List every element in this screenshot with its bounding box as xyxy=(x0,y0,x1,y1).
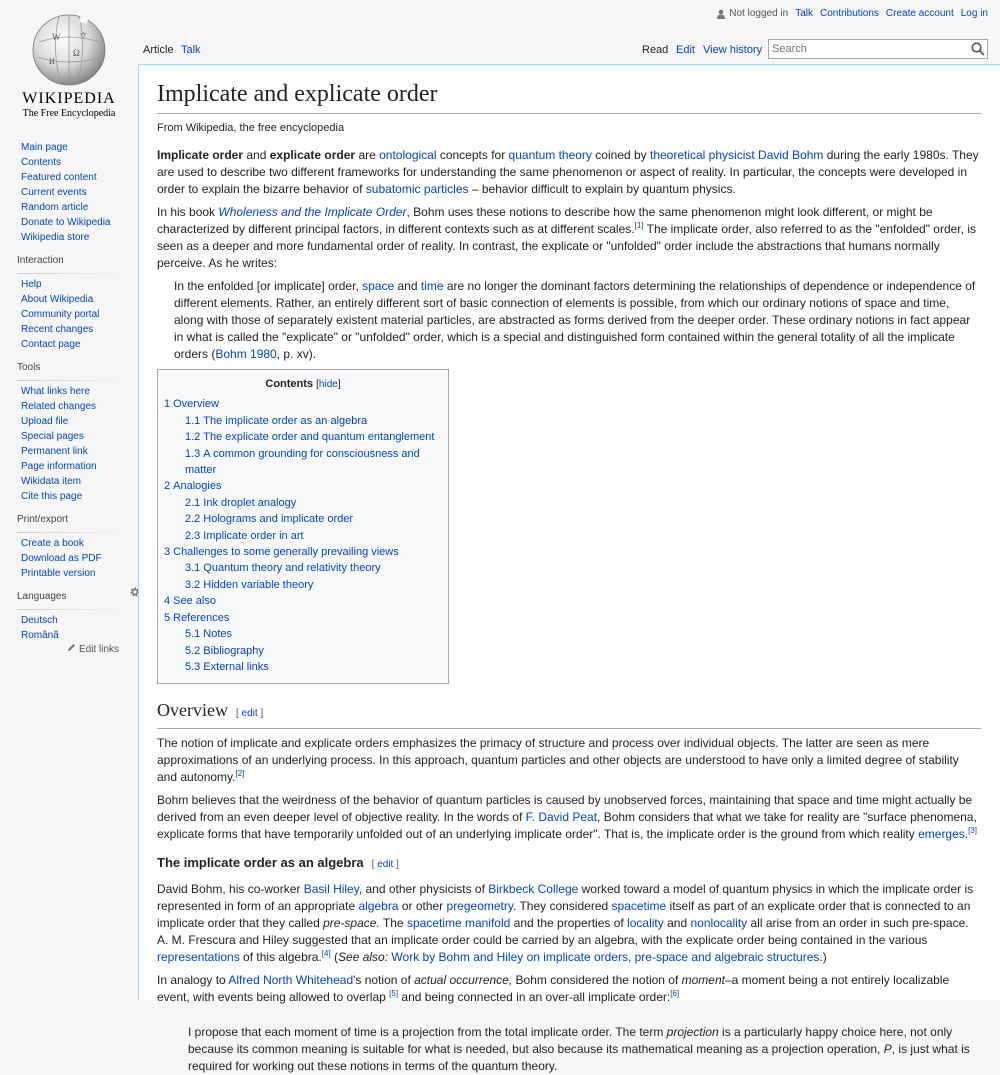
text-run: In analogy to xyxy=(157,973,229,988)
italic-text: pre-space. xyxy=(323,916,380,931)
svg-text:И: И xyxy=(49,57,55,66)
tab-read[interactable]: Read xyxy=(642,44,669,56)
toc-hide-link[interactable]: hide xyxy=(318,379,338,390)
wiki-link[interactable]: pregeometry xyxy=(446,899,513,914)
table-of-contents xyxy=(157,369,449,684)
section-title: Overview xyxy=(157,700,228,721)
toc-label: Implicate order in art xyxy=(203,529,304,542)
sidebar-item-random-article[interactable]: Random article xyxy=(21,202,89,213)
sidebar-item-cite-this-page[interactable]: Cite this page xyxy=(21,491,83,502)
section-title: The implicate order as an algebra xyxy=(157,855,364,871)
sidebar-item-community-portal[interactable]: Community portal xyxy=(21,309,100,320)
toc-link[interactable] xyxy=(185,513,353,525)
sidebar-item-help[interactable]: Help xyxy=(21,279,42,290)
paragraph xyxy=(157,204,981,272)
toc-link[interactable] xyxy=(185,415,367,427)
section-heading-algebra xyxy=(157,853,981,875)
text-run: of this algebra. xyxy=(239,950,322,965)
sidebar-item-contact[interactable]: Contact page xyxy=(21,339,81,350)
sidebar-interaction xyxy=(17,251,138,352)
sidebar-item-donate[interactable]: Donate to Wikipedia xyxy=(21,217,111,228)
pencil-icon xyxy=(67,643,76,652)
toc-number: 5.2 xyxy=(185,644,201,657)
toc-number: 2.2 xyxy=(185,513,201,526)
toc-link[interactable] xyxy=(185,448,420,476)
text-run: , Bohm considers that what we take for reality are "surface phenomena, explicate forms that have temporarily unfolded out of an underlying implicate order". That is, the implicate order is the ground from which reality xyxy=(157,810,977,842)
text-run: all arise from an order in such pre-space. A. M. Frescura and Hiley suggested that an implicate order could be carried by an algebra, with the explicate order being contained in the various xyxy=(157,916,969,948)
toc-label: Bibliography xyxy=(203,644,264,657)
toc-item[interactable] xyxy=(164,577,442,593)
toc-link[interactable] xyxy=(185,661,269,673)
toc-number: 1.3 xyxy=(185,447,201,460)
edit-links[interactable] xyxy=(17,643,138,655)
toc-number: 2 xyxy=(164,480,171,493)
toc-item[interactable] xyxy=(164,659,442,675)
text-run: – behavior difficult to explain by quantum physics. xyxy=(468,182,736,196)
citation-link[interactable]: [4] xyxy=(321,949,331,959)
sidebar-item-create-book[interactable]: Create a book xyxy=(21,538,84,549)
italic-text: moment xyxy=(681,973,725,988)
paragraph xyxy=(157,147,981,198)
wiki-link[interactable]: ontological xyxy=(379,148,437,162)
toc-number: 3.2 xyxy=(185,578,201,591)
toc-number: 1.1 xyxy=(185,414,201,427)
toc-link[interactable] xyxy=(164,480,221,492)
toc-item[interactable] xyxy=(164,593,442,609)
section-heading-overview xyxy=(157,698,981,729)
sidebar-item-store[interactable]: Wikipedia store xyxy=(21,232,90,243)
citation xyxy=(322,949,331,958)
text-run: 's notion of xyxy=(353,973,415,988)
page-title: Implicate and explicate order xyxy=(157,79,981,114)
sidebar-item-about[interactable]: About Wikipedia xyxy=(21,294,94,305)
wiki-link[interactable]: Bohm 1980 xyxy=(215,347,277,361)
text-run: ( xyxy=(330,950,339,965)
citation xyxy=(968,826,977,835)
toc-title xyxy=(164,376,442,393)
sidebar-item-special-pages[interactable]: Special pages xyxy=(21,431,84,442)
site-subtitle: From Wikipedia, the free encyclopedia xyxy=(157,122,345,134)
text-run: .) xyxy=(819,950,827,965)
wiki-link[interactable]: representations xyxy=(157,950,240,965)
not-logged-in xyxy=(716,8,788,19)
toc-number: 2.1 xyxy=(185,496,201,509)
sidebar-item-featured-content[interactable]: Featured content xyxy=(21,172,97,183)
toc-link[interactable] xyxy=(164,612,229,624)
wiki-link[interactable]: subatomic particles xyxy=(365,182,469,196)
toc-number: 2.3 xyxy=(185,529,201,542)
toc-number: 1 xyxy=(164,398,171,411)
toc-item[interactable] xyxy=(164,544,442,560)
toc-item[interactable] xyxy=(164,511,442,527)
toc-number: 5.1 xyxy=(185,628,201,641)
text-run: , Bohm uses these notions to describe how the same phenomenon might look different, or might be characterized by different principal factors, in different contexts such as at different scales. xyxy=(157,205,933,236)
interaction-heading: Interaction xyxy=(17,251,127,274)
edit-section: [ edit ] xyxy=(371,859,399,871)
citation-link[interactable]: [3] xyxy=(968,826,978,836)
toc-link[interactable] xyxy=(185,497,296,509)
user-icon xyxy=(716,9,726,19)
text-run: , is just what is required for working out these notions in terms of the quantum theory. xyxy=(188,1042,970,1074)
toc-label: See also xyxy=(173,595,216,608)
toc-title-label: Contents xyxy=(265,378,314,390)
quote xyxy=(188,1024,981,1075)
paragraph xyxy=(157,972,981,1006)
wiki-link[interactable]: algebra xyxy=(358,899,399,914)
sidebar-item-main-page[interactable]: Main page xyxy=(21,142,68,153)
text-run: Bohm believes that the weirdness of the behavior of quantum particles is caused by unobserved forces, maintaining that space and time might actually be derived from an even deeper level of objective reality. In the words of xyxy=(157,793,973,825)
text-run: worked toward a model of quantum physics in which the implicate order is represented in form of an appropriate xyxy=(157,882,974,914)
toc-item[interactable] xyxy=(164,528,442,544)
citation xyxy=(670,989,679,998)
tab-view-history[interactable]: View history xyxy=(703,44,763,56)
wiki-link[interactable]: Wholeness and the Implicate Order xyxy=(218,205,407,219)
wiki-link[interactable]: spacetime xyxy=(611,899,667,914)
puzzle-globe-icon xyxy=(29,12,109,88)
toc-link[interactable] xyxy=(185,645,264,657)
tools-heading: Tools xyxy=(17,358,127,381)
toc-link[interactable] xyxy=(185,579,313,591)
talk-link[interactable]: Talk xyxy=(795,8,813,19)
toc-label: Notes xyxy=(203,628,233,641)
edit-section-link[interactable]: edit xyxy=(377,859,394,871)
sidebar-item-what-links-here[interactable]: What links here xyxy=(21,386,90,397)
toc-label: Challenges to some generally prevailing views xyxy=(173,546,399,559)
text-run: . They considered xyxy=(513,899,612,914)
sidebar-item-current-events[interactable]: Current events xyxy=(21,187,87,198)
text-run: In his book xyxy=(157,205,219,219)
text-run: coined by xyxy=(591,148,650,162)
sidebar-item-page-information[interactable]: Page information xyxy=(21,461,97,472)
italic-text: See also: xyxy=(338,950,389,965)
toc-number: 3 xyxy=(164,546,171,559)
tab-edit[interactable]: Edit xyxy=(676,44,695,56)
wiki-link[interactable]: spacetime manifold xyxy=(406,916,511,931)
toc-link[interactable] xyxy=(185,530,304,542)
paragraph xyxy=(157,792,981,843)
sidebar xyxy=(0,140,138,661)
text-run: I propose that each moment of time is a projection from the total implicate order. The term xyxy=(188,1025,667,1040)
toc-label: Analogies xyxy=(173,480,222,493)
toc-label: References xyxy=(173,611,230,624)
toc-link[interactable] xyxy=(164,398,219,410)
text-run: are no longer the dominant factors determining the relationships of dependence or independence of different elements. Rather, an entirely different sort of basic connection of elements is possible, from which our ordinary notions of space and time, along with those of separately existent material particles, are abstracted as forms derived from the deeper order. These ordinary notions in fact appear in what is called the "explicate" or "unfolded" order, which is a special and distinguished form contained within the general totality of all the implicate orders ( xyxy=(174,279,976,361)
toc-item[interactable] xyxy=(164,478,442,494)
sidebar-tools xyxy=(17,358,138,504)
toc-label: Hidden variable theory xyxy=(203,578,314,591)
languages-heading-label: Languages xyxy=(17,591,67,602)
tagline: The Free Encyclopedia xyxy=(22,108,116,119)
sidebar-item-printable-version[interactable]: Printable version xyxy=(21,568,96,579)
create-account-link[interactable]: Create account xyxy=(885,8,954,19)
text-run: , and other physicists of xyxy=(358,882,489,897)
toc-number: 5.3 xyxy=(185,660,201,673)
wiki-link[interactable]: space xyxy=(362,279,395,293)
wiki-link[interactable]: Basil Hiley xyxy=(303,882,359,897)
toc-label: Overview xyxy=(173,398,219,411)
language-link-deutsch[interactable]: Deutsch xyxy=(21,615,58,626)
sidebar-item-upload-file[interactable]: Upload file xyxy=(21,416,69,427)
bold-term: explicate order xyxy=(269,148,356,162)
text-run: and xyxy=(663,916,691,931)
citation-link[interactable]: [5] xyxy=(389,989,399,999)
sidebar-navigation xyxy=(17,140,138,245)
citation-link[interactable]: [1] xyxy=(634,221,644,230)
text-run: or other xyxy=(398,899,447,914)
text-run: David Bohm, his co-worker xyxy=(157,882,304,897)
contributions-link[interactable]: Contributions xyxy=(820,8,879,19)
toc-number: 3.1 xyxy=(185,562,201,575)
citation xyxy=(236,769,245,778)
text-run: and being connected in an over-all implicate order: xyxy=(398,990,671,1005)
text-run: , p. xv). xyxy=(276,347,317,361)
italic-text: P xyxy=(883,1042,892,1057)
citation xyxy=(635,221,644,230)
toc-label: External links xyxy=(203,660,269,673)
bold-term: Implicate order xyxy=(157,148,244,162)
wiki-link[interactable]: theoretical physicist xyxy=(649,148,755,162)
paragraph xyxy=(157,881,981,966)
log-in-link[interactable]: Log in xyxy=(960,8,988,19)
sidebar-item-wikidata-item[interactable]: Wikidata item xyxy=(21,476,82,487)
wikipedia-logo[interactable] xyxy=(0,0,138,128)
toc-item[interactable] xyxy=(164,626,442,642)
sidebar-item-download-pdf[interactable]: Download as PDF xyxy=(21,553,102,564)
toc-item[interactable] xyxy=(164,560,442,576)
sidebar-item-related-changes[interactable]: Related changes xyxy=(21,401,97,412)
italic-text: projection xyxy=(666,1025,719,1040)
wiki-link[interactable]: nonlocality xyxy=(690,916,748,931)
wiki-link[interactable]: Alfred North Whitehead xyxy=(228,973,354,988)
wiki-link[interactable]: quantum theory xyxy=(508,148,592,162)
wiki-link[interactable]: David Bohm xyxy=(758,148,824,162)
text-run: are xyxy=(355,148,380,162)
text-run: . xyxy=(964,827,969,842)
toc-label: The explicate order and quantum entanglement xyxy=(203,431,435,444)
citation xyxy=(389,989,398,998)
italic-text: actual occurrence, xyxy=(414,973,513,988)
wiki-link[interactable]: locality xyxy=(627,916,664,931)
languages-heading xyxy=(17,587,127,610)
wiki-link[interactable]: time xyxy=(420,279,444,293)
text-run: concepts for xyxy=(436,148,509,162)
text-run: and xyxy=(243,148,270,162)
toc-item[interactable] xyxy=(164,396,442,412)
toc-link[interactable] xyxy=(185,431,434,443)
sidebar-item-permanent-link[interactable]: Permanent link xyxy=(21,446,88,457)
toc-label: Holograms and implicate order xyxy=(203,513,354,526)
toc-link[interactable] xyxy=(164,595,216,607)
toc-item[interactable] xyxy=(164,495,442,511)
toc-number: 1.2 xyxy=(185,431,201,444)
article-content xyxy=(138,64,1000,1074)
svg-text:Ω: Ω xyxy=(73,48,80,58)
toc-label: Quantum theory and relativity theory xyxy=(203,562,381,575)
tab-article[interactable]: Article xyxy=(143,44,174,56)
text-run: Bohm considered the notion of xyxy=(512,973,682,988)
citation-link[interactable]: [6] xyxy=(670,989,680,999)
sidebar-languages xyxy=(17,587,138,655)
text-run: and the properties of xyxy=(510,916,628,931)
text-run: and xyxy=(394,279,421,293)
text-run: In the enfolded [or implicate] order, xyxy=(174,279,363,293)
wiki-link[interactable]: F. David Peat xyxy=(525,810,598,825)
toc-item[interactable] xyxy=(164,446,442,479)
toc-number: 5 xyxy=(164,611,171,624)
toc-list xyxy=(164,396,442,675)
toc-item[interactable] xyxy=(164,429,442,445)
toc-link[interactable] xyxy=(185,628,232,640)
sidebar-print-export xyxy=(17,510,138,581)
text-run: itself as part of an explicate order that is connected to an implicate order that they called xyxy=(157,899,971,931)
svg-text:W: W xyxy=(52,32,61,42)
text-run: The xyxy=(379,916,407,931)
text-run: The implicate order, also referred to as the "enfolded" order, is seen as a deeper and more fundamental order of reality. In contrast, the explicate or "unfolded" order include the abstractions that humans normally perceive. As he writes: xyxy=(157,222,976,270)
toc-label: Ink droplet analogy xyxy=(203,496,297,509)
personal-tools xyxy=(716,8,988,19)
language-link-romana[interactable]: Română xyxy=(21,630,59,641)
toc-link[interactable] xyxy=(185,562,381,574)
text-run: The notion of implicate and explicate orders emphasizes the primacy of structure and process over individual objects. The latter are seen as mere approximations of an underlying process. In this approach, quantum particles and other objects are understood to have only a limited degree of stability and autonomy. xyxy=(157,736,959,785)
svg-text:ウ: ウ xyxy=(79,31,87,40)
sidebar-item-recent-changes[interactable]: Recent changes xyxy=(21,324,94,335)
edit-links-label: Edit links xyxy=(78,644,119,655)
edit-section-link[interactable]: edit xyxy=(241,708,258,720)
toc-link[interactable] xyxy=(164,546,399,558)
text-run: –a moment being a not entirely localizable event, with events being allowed to overlap xyxy=(157,973,950,1005)
toc-hide-toggle[interactable]: [hide] xyxy=(316,379,341,390)
edit-section: [ edit ] xyxy=(235,708,264,720)
quote xyxy=(174,278,981,363)
wiki-link[interactable]: Work by Bohm and Hiley on implicate orders, pre-space and algebraic structures xyxy=(391,950,820,965)
toc-item[interactable] xyxy=(164,610,442,626)
search-input[interactable] xyxy=(768,39,988,59)
wordmark: WIKIPEDIA xyxy=(22,90,116,107)
wiki-link[interactable]: Birkbeck College xyxy=(488,882,579,897)
paragraph xyxy=(157,735,981,786)
wiki-link[interactable]: emerges xyxy=(918,827,965,842)
toc-label: A common grounding for consciousness and matter xyxy=(185,447,420,477)
text-run: is a particularly happy choice here, not only because its common meaning is suitable for what is needed, but also because its mathematical meaning as a projection operation, xyxy=(188,1025,953,1057)
search-icon[interactable] xyxy=(970,41,986,57)
tab-talk[interactable]: Talk xyxy=(181,44,201,56)
sidebar-item-contents[interactable]: Contents xyxy=(21,157,62,168)
toc-item[interactable] xyxy=(164,413,442,429)
toc-number: 4 xyxy=(164,595,171,608)
toc-item[interactable] xyxy=(164,643,442,659)
text-run: during the early 1980s. They are used to describe two different frameworks for understanding the same phenomenon or aspect of reality. In particular, the concepts were developed in order to explain the bizarre behavior of xyxy=(157,148,979,196)
print-export-heading: Print/export xyxy=(17,510,127,533)
toc-label: The implicate order as an algebra xyxy=(203,414,368,427)
citation-link[interactable]: [2] xyxy=(235,769,245,779)
not-logged-in-label: Not logged in xyxy=(729,8,789,19)
